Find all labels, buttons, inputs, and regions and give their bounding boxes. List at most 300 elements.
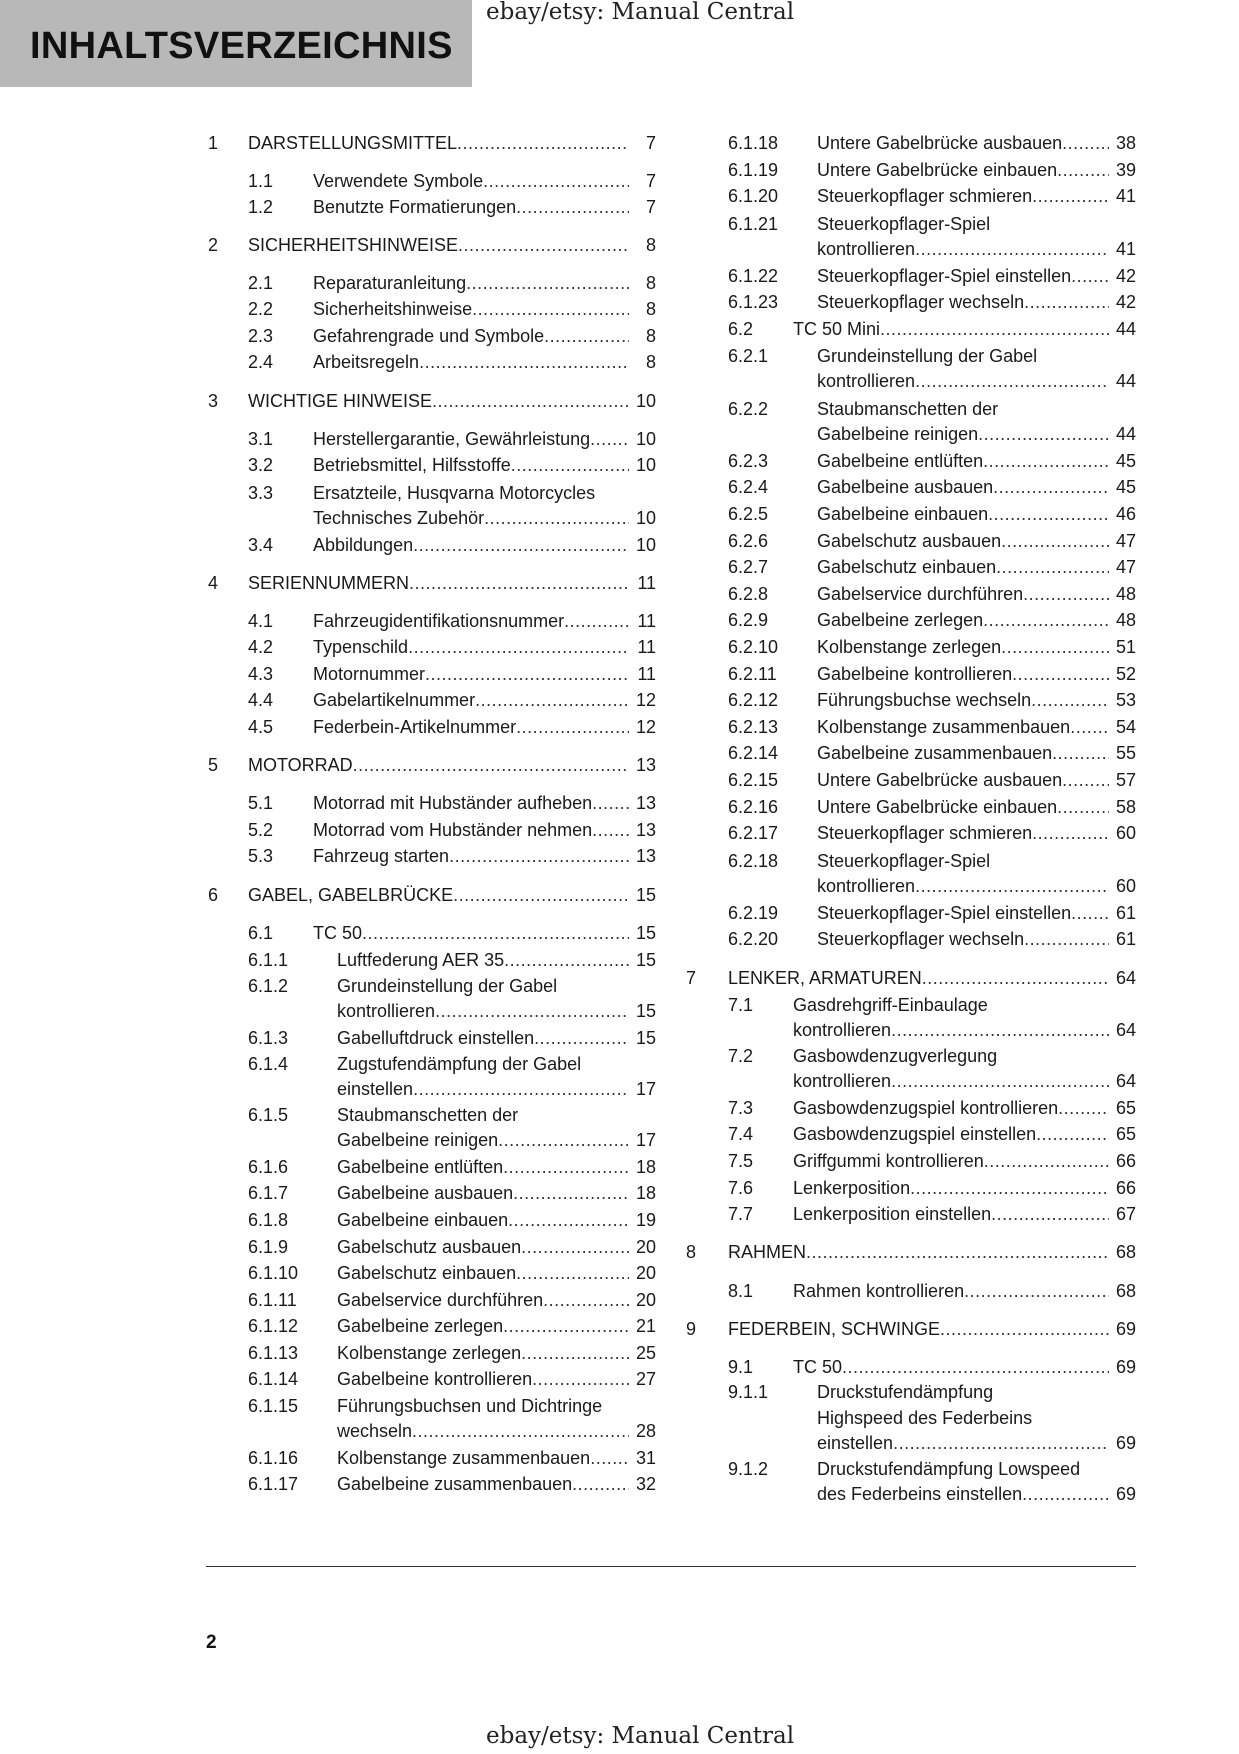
toc-entry-title: Fahrzeugidentifikationsnummer [313, 611, 565, 631]
leader-dots [891, 1068, 1109, 1094]
toc-entry-title-line: Staubmanschetten der [817, 398, 999, 419]
toc-entry-title: Arbeitsregeln [313, 352, 420, 372]
toc-entry-number: 6.2.17 [728, 823, 779, 843]
toc-entry[interactable] [0, 1095, 1239, 1121]
toc-entry-number: 5.3 [248, 846, 274, 866]
toc-entry-number: 6.2.2 [728, 398, 769, 419]
toc-entry-title: kontrollieren [817, 239, 916, 259]
toc-entry-page: 19 [635, 1210, 656, 1230]
toc-entry-page: 69 [1115, 1357, 1136, 1377]
toc-entry-number: 6.2.20 [728, 929, 779, 949]
toc-entry[interactable] [0, 1430, 1239, 1456]
toc-entry-number: 6.2.8 [728, 584, 769, 604]
toc-entry-title: LENKER, ARMATUREN [728, 968, 922, 988]
toc-entry-number: 6.1.21 [728, 213, 779, 234]
leader-dots [893, 1430, 1109, 1456]
toc-entry-title: Kolbenstange zerlegen [817, 637, 1002, 657]
toc-entry-number: 6.1.18 [728, 133, 779, 153]
toc-entry-page: 61 [1115, 903, 1136, 923]
toc-entry-title: Gabelbeine ausbauen [817, 477, 994, 497]
toc-entry-number: 4.2 [248, 637, 274, 657]
toc-entry-page: 68 [1115, 1242, 1136, 1262]
toc-entry-title: Steuerkopflager-Spiel einstellen [817, 266, 1072, 286]
toc-entry-page: 7 [645, 197, 656, 217]
toc-entry-page: 8 [645, 235, 656, 255]
toc-entry-number: 6.1.3 [248, 1028, 289, 1048]
toc-entry-title: Gabelbeine reinigen [817, 424, 979, 444]
toc-entry-number: 6.1.8 [248, 1210, 289, 1230]
toc-entry-title: Steuerkopflager schmieren [817, 186, 1033, 206]
toc-entry-number: 3 [208, 391, 219, 411]
toc-entry-title-line: Zugstufendämpfung der Gabel [337, 1053, 582, 1074]
toc-entry-title-line: Steuerkopflager-Spiel [817, 850, 991, 871]
toc-entry[interactable] [0, 661, 1239, 687]
toc-entry[interactable] [0, 554, 1239, 580]
toc-entry-page: 12 [635, 717, 656, 737]
toc-entry-page: 54 [1115, 717, 1136, 737]
leader-dots [915, 873, 1109, 899]
toc-entry-number: 6.2.6 [728, 531, 769, 551]
toc-entry-title: Gabelservice durchführen [337, 1290, 544, 1310]
toc-entry-page: 47 [1115, 531, 1136, 551]
toc-entry-number: 6.2.3 [728, 451, 769, 471]
toc-entry-number: 6.2.4 [728, 477, 769, 497]
toc-entry-title: Herstellergarantie, Gewährleistung [313, 429, 591, 449]
toc-entry-number: 6.2.15 [728, 770, 779, 790]
toc-entry-number: 6.2.10 [728, 637, 779, 657]
toc-entry[interactable] [0, 740, 1239, 766]
toc-entry-number: 2.2 [248, 299, 274, 319]
toc-entry[interactable] [0, 687, 1239, 713]
toc-entry-number: 6.2.16 [728, 797, 779, 817]
toc-entry-title: Luftfederung AER 35 [337, 950, 505, 970]
toc-entry[interactable] [0, 263, 1239, 289]
toc-entry-title: SERIENNUMMERN [248, 573, 410, 593]
leader-dots [1001, 634, 1109, 660]
toc-entry-title: Gabelbeine ausbauen [337, 1183, 514, 1203]
toc-entry-number: 7.4 [728, 1124, 754, 1144]
toc-entry-number: 4.4 [248, 690, 274, 710]
toc-entry-page: 45 [1115, 451, 1136, 471]
toc-entry-title-line: Druckstufendämpfung [817, 1382, 994, 1402]
toc-entry-title-line: Grundeinstellung der Gabel [337, 975, 558, 996]
toc-entry-number: 8.1 [728, 1281, 754, 1301]
toc-entry[interactable] [0, 1316, 1239, 1342]
toc-entry-title: Reparaturanleitung [313, 273, 467, 293]
page-title: INHALTSVERZEICHNIS [30, 25, 453, 67]
toc-entry-title: Benutzte Formatierungen [313, 197, 517, 217]
toc-entry[interactable] [0, 316, 1239, 342]
toc-entry-page: 42 [1115, 292, 1136, 312]
toc-entry-title: Gabelbeine zusammenbauen [817, 743, 1053, 763]
toc-entry-number: 9.1.1 [728, 1382, 769, 1402]
watermark-top: ebay/etsy: Manual Central [486, 0, 795, 25]
toc-entry-title: einstellen [337, 1079, 414, 1099]
toc-entry-title: WICHTIGE HINWEISE [248, 391, 432, 411]
toc-entry-page: 21 [635, 1316, 656, 1336]
toc-entry-title: Gabelschutz ausbauen [817, 531, 1002, 551]
toc-entry-title: TC 50 [793, 1357, 843, 1377]
toc-entry-page: 31 [635, 1448, 656, 1468]
toc-entry-page: 25 [635, 1343, 656, 1363]
toc-entry-title: Kolbenstange zusammenbauen [337, 1448, 591, 1468]
toc-entry-title: Gabelschutz ausbauen [337, 1237, 522, 1257]
toc-entry-title: Gefahrengrade und Symbole [313, 326, 545, 346]
toc-entry-title: SICHERHEITSHINWEISE [248, 235, 459, 255]
toc-entry[interactable] [0, 1239, 1239, 1265]
toc-entry[interactable] [0, 1481, 1239, 1507]
toc-entry[interactable] [0, 528, 1239, 554]
toc-entry-number: 5.2 [248, 820, 274, 840]
leader-dots [983, 448, 1109, 474]
toc-entry[interactable] [0, 767, 1239, 793]
toc-entry-number: 6.2 [728, 319, 754, 339]
toc-entry-number: 6.1.14 [248, 1369, 299, 1389]
toc-entry-number: 3.4 [248, 535, 274, 555]
toc-entry-title: FEDERBEIN, SCHWINGE [728, 1319, 941, 1339]
toc-entry-number: 1.2 [248, 197, 274, 217]
toc-entry-title: Gabelbeine zerlegen [337, 1316, 504, 1336]
toc-entry-title: GABEL, GABELBRÜCKE [248, 885, 454, 905]
toc-entry-page: 39 [1115, 160, 1136, 180]
toc-entry-number: 8 [686, 1242, 697, 1262]
toc-entry-page: 8 [645, 299, 656, 319]
toc-entry[interactable] [0, 1354, 1239, 1380]
toc-entry-title: Gasbowdenzugspiel einstellen [793, 1124, 1037, 1144]
toc-entry-page: 48 [1115, 610, 1136, 630]
toc-entry-page: 11 [637, 573, 656, 593]
toc-entry-page: 15 [635, 885, 656, 905]
toc-entry-page: 64 [1115, 1071, 1136, 1091]
toc-entry-page: 17 [635, 1079, 656, 1099]
toc-entry-title: Gabelbeine entlüften [337, 1157, 504, 1177]
toc-entry-number: 6.2.1 [728, 345, 769, 366]
leader-dots [922, 965, 1109, 991]
toc-entry-number: 9 [686, 1319, 697, 1339]
toc-entry[interactable] [0, 820, 1239, 846]
toc-entry[interactable] [0, 289, 1239, 315]
leader-dots [996, 554, 1109, 580]
toc-entry-title: TC 50 Mini [793, 319, 881, 339]
toc-entry[interactable] [0, 421, 1239, 447]
toc-entry[interactable] [0, 1148, 1239, 1174]
toc-entry-title: Steuerkopflager wechseln [817, 929, 1025, 949]
toc-entry-number: 6.2.5 [728, 504, 769, 524]
toc-entry-page: 20 [635, 1290, 656, 1310]
toc-entry-page: 68 [1115, 1281, 1136, 1301]
toc-entry-title: kontrollieren [337, 1001, 436, 1021]
toc-entry-number: 6.1.1 [248, 950, 289, 970]
toc-entry-page: 44 [1115, 424, 1136, 444]
toc-entry-page: 13 [635, 846, 656, 866]
toc-entry[interactable] [0, 581, 1239, 607]
leader-dots [964, 1278, 1109, 1304]
toc-entry-title-line: Gasbowdenzugverlegung [793, 1045, 998, 1066]
toc-entry-title: RAHMEN [728, 1242, 807, 1262]
toc-entry-title: Kolbenstange zusammenbauen [817, 717, 1071, 737]
leader-dots [988, 501, 1109, 527]
toc-entry-title: Steuerkopflager-Spiel einstellen [817, 903, 1072, 923]
toc-entry-page: 10 [635, 535, 656, 555]
toc-entry-number: 6.1.17 [248, 1474, 299, 1494]
toc-entry-page: 64 [1115, 1020, 1136, 1040]
toc-entry-title: einstellen [817, 1433, 894, 1453]
toc-entry-number: 7.5 [728, 1151, 754, 1171]
toc-entry-page: 17 [635, 1130, 656, 1150]
toc-entry-number: 6.2.12 [728, 690, 779, 710]
toc-entry-page: 42 [1115, 266, 1136, 286]
toc-entry-page: 60 [1115, 823, 1136, 843]
toc-entry-page: 11 [637, 664, 656, 684]
leader-dots [842, 1354, 1109, 1380]
toc-entry-page: 28 [635, 1421, 656, 1441]
toc-entry-number: 3.3 [248, 482, 274, 503]
toc-entry-title-line: Highspeed des Federbeins [817, 1407, 1033, 1428]
toc-entry-number: 2.4 [248, 352, 274, 372]
toc-entry-title: kontrollieren [793, 1071, 892, 1091]
leader-dots [915, 368, 1109, 394]
toc-entry-number: 6.1.15 [248, 1395, 299, 1416]
toc-entry-page: 67 [1115, 1204, 1136, 1224]
toc-entry-title: Untere Gabelbrücke ausbauen [817, 133, 1063, 153]
toc-entry-page: 8 [645, 273, 656, 293]
leader-dots [891, 1017, 1109, 1043]
toc-entry-page: 47 [1115, 557, 1136, 577]
toc-entry-page: 15 [635, 923, 656, 943]
toc-entry[interactable] [0, 843, 1239, 869]
toc-entry-number: 7 [686, 968, 697, 988]
toc-entry-title: Gabelschutz einbauen [337, 1263, 517, 1283]
toc-entry-number: 5 [208, 755, 219, 775]
toc-entry-title-line: Führungsbuchsen und Dichtringe [337, 1395, 603, 1416]
toc-entry-title: Fahrzeug starten [313, 846, 450, 866]
toc-entry-number: 6.2.9 [728, 610, 769, 630]
toc-entry-title: MOTORRAD [248, 755, 353, 775]
toc-entry-page: 12 [635, 690, 656, 710]
toc-entry-title: kontrollieren [817, 876, 916, 896]
leader-dots [1001, 528, 1109, 554]
toc-entry-page: 60 [1115, 876, 1136, 896]
toc-entry-title: Motorrad vom Hubständer nehmen [313, 820, 593, 840]
toc-entry[interactable] [0, 965, 1239, 991]
toc-entry-title: Untere Gabelbrücke einbauen [817, 797, 1058, 817]
toc-entry-number: 6.2.18 [728, 850, 779, 871]
toc-entry-title: TC 50 [313, 923, 363, 943]
toc-entry-title: Steuerkopflager schmieren [817, 823, 1033, 843]
toc-entry-number: 6.2.14 [728, 743, 779, 763]
toc-entry-number: 2 [208, 235, 219, 255]
toc-entry-page: 18 [635, 1157, 656, 1177]
toc-entry-title: Gabelbeine reinigen [337, 1130, 499, 1150]
toc-entry[interactable] [0, 157, 1239, 183]
toc-entry-title: Gabelservice durchführen [817, 584, 1024, 604]
toc-entry[interactable] [0, 873, 1239, 899]
toc-entry-page: 46 [1115, 504, 1136, 524]
toc-entry-number: 6.1.19 [728, 160, 779, 180]
toc-entry-title: DARSTELLUNGSMITTEL [248, 133, 458, 153]
leader-dots [880, 316, 1109, 342]
toc-entry-title: Lenkerposition [793, 1178, 911, 1198]
toc-entry[interactable] [0, 368, 1239, 394]
toc-entry[interactable] [0, 900, 1239, 926]
leader-dots [915, 236, 1109, 262]
toc-entry-title: Gabelbeine einbauen [817, 504, 989, 524]
toc-entry-number: 4.1 [248, 611, 274, 631]
leader-dots [978, 421, 1109, 447]
toc-entry[interactable] [0, 183, 1239, 209]
toc-entry-title-line: Druckstufendämpfung Lowspeed [817, 1458, 1081, 1479]
toc-entry-number: 6 [208, 885, 219, 905]
toc-entry-title: des Federbeins einstellen [817, 1484, 1023, 1504]
toc-entry-number: 6.1.12 [248, 1316, 299, 1336]
toc-entry-number: 6.1.5 [248, 1104, 289, 1125]
toc-entry[interactable] [0, 501, 1239, 527]
toc-entry-number: 6.2.19 [728, 903, 779, 923]
toc-entry-title: Verwendete Symbole [313, 171, 484, 191]
leader-dots [449, 843, 629, 869]
toc-entry-page: 13 [635, 793, 656, 813]
toc-entry-number: 6.1.10 [248, 1263, 299, 1283]
toc-entry-title-line: Ersatzteile, Husqvarna Motorcycles [313, 482, 596, 503]
toc-entry-title-line: Gasdrehgriff-Einbaulage [793, 994, 988, 1015]
toc-entry[interactable] [0, 1201, 1239, 1227]
toc-entry-page: 13 [635, 755, 656, 775]
toc-entry[interactable] [0, 607, 1239, 633]
toc-entry-number: 5.1 [248, 793, 274, 813]
toc-entry[interactable] [0, 130, 1239, 156]
watermark-bottom: ebay/etsy: Manual Central [486, 1723, 795, 1749]
toc-entry-number: 6.1.13 [248, 1343, 299, 1363]
toc-entry-number: 6.1.16 [248, 1448, 299, 1468]
toc-entry-number: 9.1 [728, 1357, 754, 1377]
toc-entry-page: 41 [1115, 239, 1136, 259]
leader-dots [991, 1201, 1109, 1227]
leader-dots [940, 1316, 1109, 1342]
toc-entry-page: 11 [637, 611, 656, 631]
toc-entry-page: 32 [635, 1474, 656, 1494]
toc-entry[interactable] [0, 448, 1239, 474]
toc-entry-number: 2.3 [248, 326, 274, 346]
toc-entry-number: 6.1 [248, 923, 274, 943]
toc-entry-title: Griffgummi kontrollieren [793, 1151, 984, 1171]
toc-entry-number: 6.1.2 [248, 975, 289, 996]
toc-entry-number: 9.1.2 [728, 1458, 769, 1479]
toc-entry-page: 58 [1115, 797, 1136, 817]
toc-entry-page: 27 [635, 1369, 656, 1389]
toc-entry[interactable] [0, 236, 1239, 262]
toc-entry-page: 18 [635, 1183, 656, 1203]
toc-entry-title-line: Grundeinstellung der Gabel [817, 345, 1038, 366]
toc-entry-page: 69 [1115, 1433, 1136, 1453]
toc-entry-page: 8 [645, 326, 656, 346]
toc-entry[interactable] [0, 1278, 1239, 1304]
toc-entry[interactable] [0, 794, 1239, 820]
toc-entry-page: 55 [1115, 743, 1136, 763]
toc-entry-page: 20 [635, 1263, 656, 1283]
toc-entry-title: Gabelschutz einbauen [817, 557, 997, 577]
toc-entry[interactable] [0, 474, 1239, 500]
toc-entry-title: Gabelbeine zerlegen [817, 610, 984, 630]
toc-entry-page: 15 [635, 1028, 656, 1048]
toc-entry-title: Lenkerposition einstellen [793, 1204, 992, 1224]
toc-entry-title: Motorrad mit Hubständer aufheben [313, 793, 593, 813]
toc-entry-page: 65 [1115, 1098, 1136, 1118]
toc-entry-number: 6.1.4 [248, 1053, 289, 1074]
toc-entry-title: Untere Gabelbrücke ausbauen [817, 770, 1063, 790]
toc-entry-number: 6.2.7 [728, 557, 769, 577]
toc-entry-title: Rahmen kontrollieren [793, 1281, 965, 1301]
toc-entry-page: 44 [1115, 319, 1136, 339]
toc-entry-title: Untere Gabelbrücke einbauen [817, 160, 1058, 180]
toc-entry-number: 6.2.13 [728, 717, 779, 737]
toc-entry-page: 44 [1115, 371, 1136, 391]
toc-entry-title: kontrollieren [817, 371, 916, 391]
toc-entry-title: Gabelbeine kontrollieren [337, 1369, 533, 1389]
toc-entry-title: Kolbenstange zerlegen [337, 1343, 522, 1363]
toc-entry-number: 6.1.22 [728, 266, 779, 286]
leader-dots [983, 607, 1109, 633]
toc-entry-page: 41 [1115, 186, 1136, 206]
toc-entry-page: 13 [635, 820, 656, 840]
toc-entry-page: 10 [635, 455, 656, 475]
toc-entry-page: 20 [635, 1237, 656, 1257]
footer-divider [206, 1566, 1136, 1567]
toc-entry-title: Steuerkopflager wechseln [817, 292, 1025, 312]
toc-entry-title: Gabelbeine einbauen [337, 1210, 509, 1230]
toc-entry-title: wechseln [337, 1421, 413, 1441]
toc-entry-title: Führungsbuchse wechseln [817, 690, 1032, 710]
leader-dots [806, 1239, 1109, 1265]
leader-dots [993, 474, 1109, 500]
toc-entry-number: 7.1 [728, 994, 754, 1015]
toc-entry[interactable] [0, 1017, 1239, 1043]
toc-entry-page: 48 [1115, 584, 1136, 604]
toc-entry-number: 4.5 [248, 717, 274, 737]
toc-entry-page: 61 [1115, 929, 1136, 949]
toc-entry-number: 6.2.11 [728, 664, 777, 684]
toc-entry-number: 6.1.11 [248, 1290, 297, 1310]
toc-entry[interactable] [0, 926, 1239, 952]
toc-entry[interactable] [0, 1175, 1239, 1201]
toc-entry-number: 7.7 [728, 1204, 754, 1224]
toc-entry-title: Gabelartikelnummer [313, 690, 476, 710]
toc-entry-title: Typenschild [313, 637, 409, 657]
toc-entry-page: 10 [635, 508, 656, 528]
toc-entry[interactable] [0, 714, 1239, 740]
toc-entry-title: Federbein-Artikelnummer [313, 717, 517, 737]
toc-entry-page: 65 [1115, 1124, 1136, 1144]
toc-entry[interactable] [0, 634, 1239, 660]
leader-dots [1012, 661, 1109, 687]
toc-entry-page: 64 [1115, 968, 1136, 988]
toc-entry[interactable] [0, 1068, 1239, 1094]
toc-entry-number: 6.1.23 [728, 292, 779, 312]
toc-entry-number: 7.6 [728, 1178, 754, 1198]
toc-entry-page: 10 [635, 429, 656, 449]
toc-entry-title: Gabelluftdruck einstellen [337, 1028, 535, 1048]
toc-entry-page: 7 [645, 171, 656, 191]
toc-entry-page: 15 [635, 1001, 656, 1021]
page-number: 2 [206, 1632, 217, 1653]
toc-entry-number: 3.2 [248, 455, 274, 475]
toc-entry-title: kontrollieren [793, 1020, 892, 1040]
toc-entry-page: 7 [645, 133, 656, 153]
leader-dots [910, 1175, 1109, 1201]
toc-entry-title: Sicherheitshinweise [313, 299, 473, 319]
toc-entry-page: 10 [635, 391, 656, 411]
toc-entry-number: 6.1.6 [248, 1157, 289, 1177]
toc-entry[interactable] [0, 1121, 1239, 1147]
